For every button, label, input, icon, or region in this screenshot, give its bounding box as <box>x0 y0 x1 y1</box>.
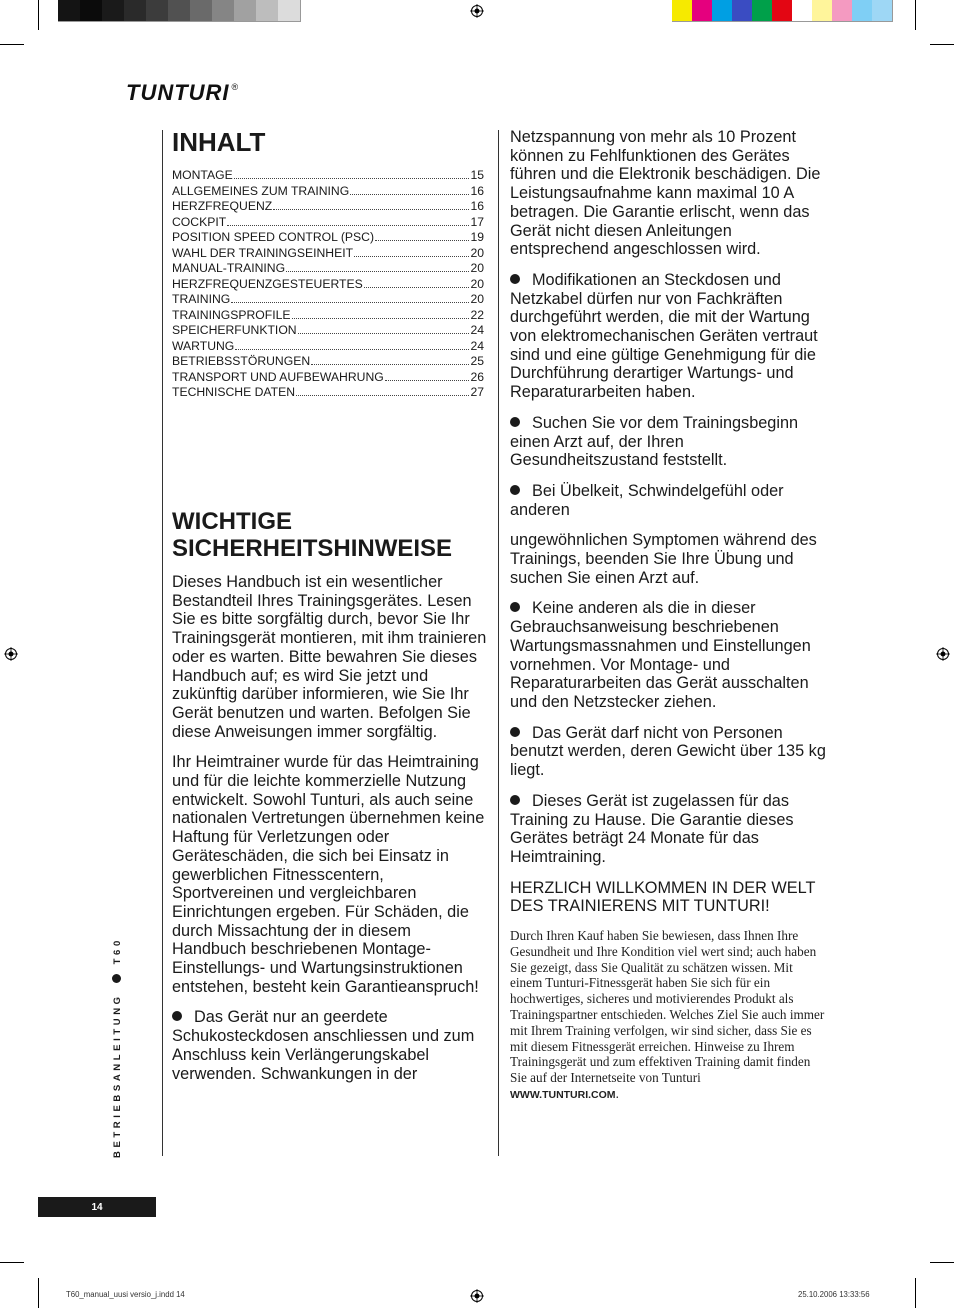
toc-entry-title: COCKPIT <box>172 214 227 229</box>
welcome-text: Durch Ihren Kauf haben Sie bewiesen, dass Ihnen Ihre Gesundheit und Ihre Kondition viel wert sind; auch haben Sie gezeigt, dass Sie Qualität zu schätzen wissen. Mit einem Tunturi-Fitnessgerät haben Sie sich für ein hochwertiges, sicheres und motivierendes Produkt als Trainingspartner entschieden. Welches Ziel Sie auch immer mit Ihrem Training verfolgen, wir sind sicher, dass Sie es mit diesem Fitnessgerät erreichen. Hinweise zu Ihrem Trainingsgerät und zum effektiven Training damit finden Sie auf der Internetseite von Tunturi WWW.TUNTURI.COM. <box>510 928 825 1101</box>
bullet-icon <box>510 795 520 805</box>
toc-entry[interactable] <box>172 308 484 324</box>
toc-leader <box>292 318 470 319</box>
safety-heading: WICHTIGE SICHERHEITSHINWEISE <box>172 508 453 562</box>
safety-bullet: Modifikationen an Steckdosen und Netzkabel dürfen nur von Fachkräften durchgeführt werden, die mit der Wartung von elektromechanischen Geräten vertraut sind und eine gültige Genehmigung für die Durchführung derartiger Wartungs- und Reparaturarbeiten haben. <box>510 270 818 402</box>
registration-mark-icon <box>470 1289 484 1303</box>
toc-entry-title: TRAININGSPROFILE <box>172 307 291 322</box>
toc-leader <box>296 395 469 396</box>
toc-entry-page: 20 <box>470 276 484 291</box>
color-swatch <box>124 0 146 21</box>
color-swatch <box>872 0 892 21</box>
color-swatch <box>772 0 792 21</box>
safety-bullet: Bei Übelkeit, Schwindelgefühl oder anderen <box>510 481 784 519</box>
welcome-heading: HERZLICH WILLKOMMEN IN DER WELT DES TRAINIERENS MIT TUNTURI! <box>510 878 816 916</box>
toc-leader <box>350 194 469 195</box>
color-swatch <box>256 0 278 21</box>
toc-title: INHALT <box>172 127 266 157</box>
toc-entry-page: 27 <box>470 385 484 399</box>
toc-entry[interactable] <box>172 215 484 231</box>
registration-mark-icon <box>4 647 18 661</box>
color-swatch <box>102 0 124 21</box>
toc-leader <box>385 380 470 381</box>
safety-bullet: Das Gerät darf nicht von Personen benutzt werden, deren Gewicht über 135 kg liegt. <box>510 723 826 780</box>
color-swatch <box>190 0 212 21</box>
registration-mark-icon <box>936 647 950 661</box>
page-number: 14 <box>38 1197 156 1217</box>
toc-leader <box>375 240 469 241</box>
bullet-icon <box>510 485 520 495</box>
color-swatch <box>852 0 872 21</box>
tunturi-logo: TUNTURI ® <box>126 80 240 105</box>
toc-entry-title: MONTAGE <box>172 168 233 182</box>
toc-entry-page: 16 <box>470 183 484 198</box>
toc-entry[interactable] <box>172 184 484 200</box>
toc-entry-page: 15 <box>470 168 484 182</box>
table-of-contents <box>172 128 484 401</box>
toc-entry[interactable] <box>172 339 484 355</box>
color-swatch <box>672 0 692 21</box>
bullet-icon <box>112 974 121 983</box>
bullet-icon <box>510 602 520 612</box>
left-column-rule <box>162 130 163 1156</box>
toc-entry-title: TRAINING <box>172 292 231 306</box>
toc-entry-title: TECHNISCHE DATEN <box>172 385 296 399</box>
toc-entry[interactable] <box>172 230 484 246</box>
toc-entry-page: 20 <box>470 261 484 275</box>
safety-paragraph: Ihr Heimtrainer wurde für das Heimtraining und für die leichte kommerzielle Nutzung entwickelt. Sowohl Tunturi, als auch seine nationalen Vertretungen übernehmen keine Haftung für Verletzungen oder Geräteschäden, die sich bei Einsatz in gewerblichen Fitnesscentern, Sportvereinen und vergleichbaren Einrichtungen ergeben. Für Schäden, die durch Missachtung der in diesem Handbuch beschriebenen Montage-Einstellungs- und Wartungsinstruktionen entstehen, besteht kein Garantieanspruch! <box>172 753 485 996</box>
toc-list <box>172 168 484 401</box>
registration-mark-icon <box>470 4 484 18</box>
toc-entry-title: MANUAL-TRAINING <box>172 261 286 275</box>
safety-bullet: Das Gerät nur an geerdete Schukosteckdosen anschliessen und zum Anschluss kein Verlängerungskabel verwenden. Schwankungen in der <box>172 1008 475 1083</box>
bullet-icon <box>510 727 520 737</box>
toc-leader <box>311 364 469 365</box>
toc-entry[interactable] <box>172 385 484 401</box>
toc-entry-page: 20 <box>470 292 484 306</box>
color-swatch <box>832 0 852 21</box>
safety-bullet: Suchen Sie vor dem Trainingsbeginn einen Arzt auf, der Ihren Gesundheitszustand feststellt. <box>510 413 799 470</box>
color-swatch <box>712 0 732 21</box>
toc-entry-page: 26 <box>470 369 484 384</box>
color-swatch <box>812 0 832 21</box>
toc-leader <box>273 209 469 210</box>
toc-entry-page: 17 <box>470 214 484 229</box>
process-color-bar <box>672 0 893 22</box>
toc-entry[interactable] <box>172 168 484 184</box>
bullet-icon <box>510 417 520 427</box>
toc-entry-title: ALLGEMEINES ZUM TRAINING <box>172 183 350 198</box>
toc-entry[interactable] <box>172 246 484 262</box>
slug-filename: T60_manual_uusi versio_j.indd 14 <box>66 1290 185 1299</box>
toc-entry-page: 19 <box>470 230 484 244</box>
safety-paragraph: Netzspannung von mehr als 10 Prozent können zu Fehlfunktionen des Gerätes führen und die Elektronik beschädigen. Die Leistungsaufnahme kann maximal 10 A betragen. Die Garantie erlischt, wenn das Gerät nicht diesen Anleitungen entsprechend angeschlossen wird. <box>510 128 821 259</box>
toc-entry-page: 24 <box>470 323 484 337</box>
toc-entry-page: 25 <box>470 354 484 368</box>
toc-leader <box>234 178 470 179</box>
color-swatch <box>168 0 190 21</box>
safety-paragraph: ungewöhnlichen Symptomen während des Trainings, beenden Sie Ihre Übung und suchen Sie einen Arzt auf. <box>510 531 817 587</box>
color-swatch <box>58 0 80 21</box>
toc-leader <box>286 271 469 272</box>
toc-leader <box>231 302 469 303</box>
toc-entry-title: HERZFREQUENZ <box>172 199 273 213</box>
color-swatch <box>278 0 300 21</box>
center-column-rule <box>498 130 499 1156</box>
safety-bullet: Dieses Gerät ist zugelassen für das Training zu Hause. Die Garantie dieses Gerätes beträgt 24 Monate für das Heimtraining. <box>510 791 794 866</box>
color-swatch <box>692 0 712 21</box>
grayscale-color-bar <box>58 0 301 22</box>
toc-leader <box>235 349 469 350</box>
safety-bullet: Keine anderen als die in dieser Gebrauchsanweisung beschriebenen Wartungsmassnahmen und Einstellungen vornehmen. Vor Montage- und Reparaturarbeiten das Gerät ausschalten und den Netzstecker ziehen. <box>510 599 811 711</box>
color-swatch <box>234 0 256 21</box>
toc-entry[interactable] <box>172 323 484 339</box>
toc-entry-page: 20 <box>470 245 484 260</box>
safety-text-right <box>510 128 826 1104</box>
color-swatch <box>146 0 168 21</box>
toc-entry[interactable] <box>172 277 484 293</box>
toc-entry-title: HERZFREQUENZGESTEUERTES <box>172 276 363 291</box>
slug-date: 25.10.2006 13:33:56 <box>798 1290 870 1299</box>
toc-leader <box>354 256 469 257</box>
toc-leader <box>227 225 469 226</box>
toc-entry[interactable] <box>172 261 484 277</box>
safety-text-left <box>172 573 488 1095</box>
bullet-icon <box>510 274 520 284</box>
color-swatch <box>80 0 102 21</box>
toc-entry-page: 22 <box>470 307 484 322</box>
toc-entry[interactable] <box>172 292 484 308</box>
color-swatch <box>792 0 812 21</box>
toc-entry-page: 16 <box>470 199 484 213</box>
toc-entry-title: TRANSPORT UND AUFBEWAHRUNG <box>172 369 384 384</box>
toc-entry-title: WAHL DER TRAININGSEINHEIT <box>172 245 354 260</box>
toc-entry-title: SPEICHERFUNKTION <box>172 323 297 337</box>
color-swatch <box>212 0 234 21</box>
toc-entry-page: 24 <box>470 338 484 353</box>
bullet-icon <box>172 1011 182 1021</box>
toc-leader <box>298 333 470 334</box>
color-swatch <box>732 0 752 21</box>
website-link[interactable]: WWW.TUNTURI.COM <box>510 1088 616 1101</box>
toc-entry[interactable] <box>172 370 484 386</box>
toc-entry-title: POSITION SPEED CONTROL (PSC) <box>172 230 375 244</box>
color-swatch <box>752 0 772 21</box>
toc-entry[interactable] <box>172 354 484 370</box>
toc-entry[interactable] <box>172 199 484 215</box>
side-label: BETRIEBSANLEITUNGT60 <box>112 937 123 1158</box>
safety-paragraph: Dieses Handbuch ist ein wesentlicher Bestandteil Ihres Trainingsgerätes. Lesen Sie es bitte sorgfältig durch, bevor Sie Ihr Trainingsgerät montieren, mit ihm trainieren oder es warten. Bitte bewahren Sie dieses Handbuch auf; es wird Sie jetzt und zukünftig darüber informieren, wie Sie Ihr Gerät benutzen und warten. Befolgen Sie diese Anweisungen immer sorgfältig. <box>172 573 487 741</box>
toc-entry-title: WARTUNG <box>172 338 235 353</box>
toc-entry-title: BETRIEBSSTÖRUNGEN <box>172 354 311 368</box>
toc-leader <box>364 287 470 288</box>
